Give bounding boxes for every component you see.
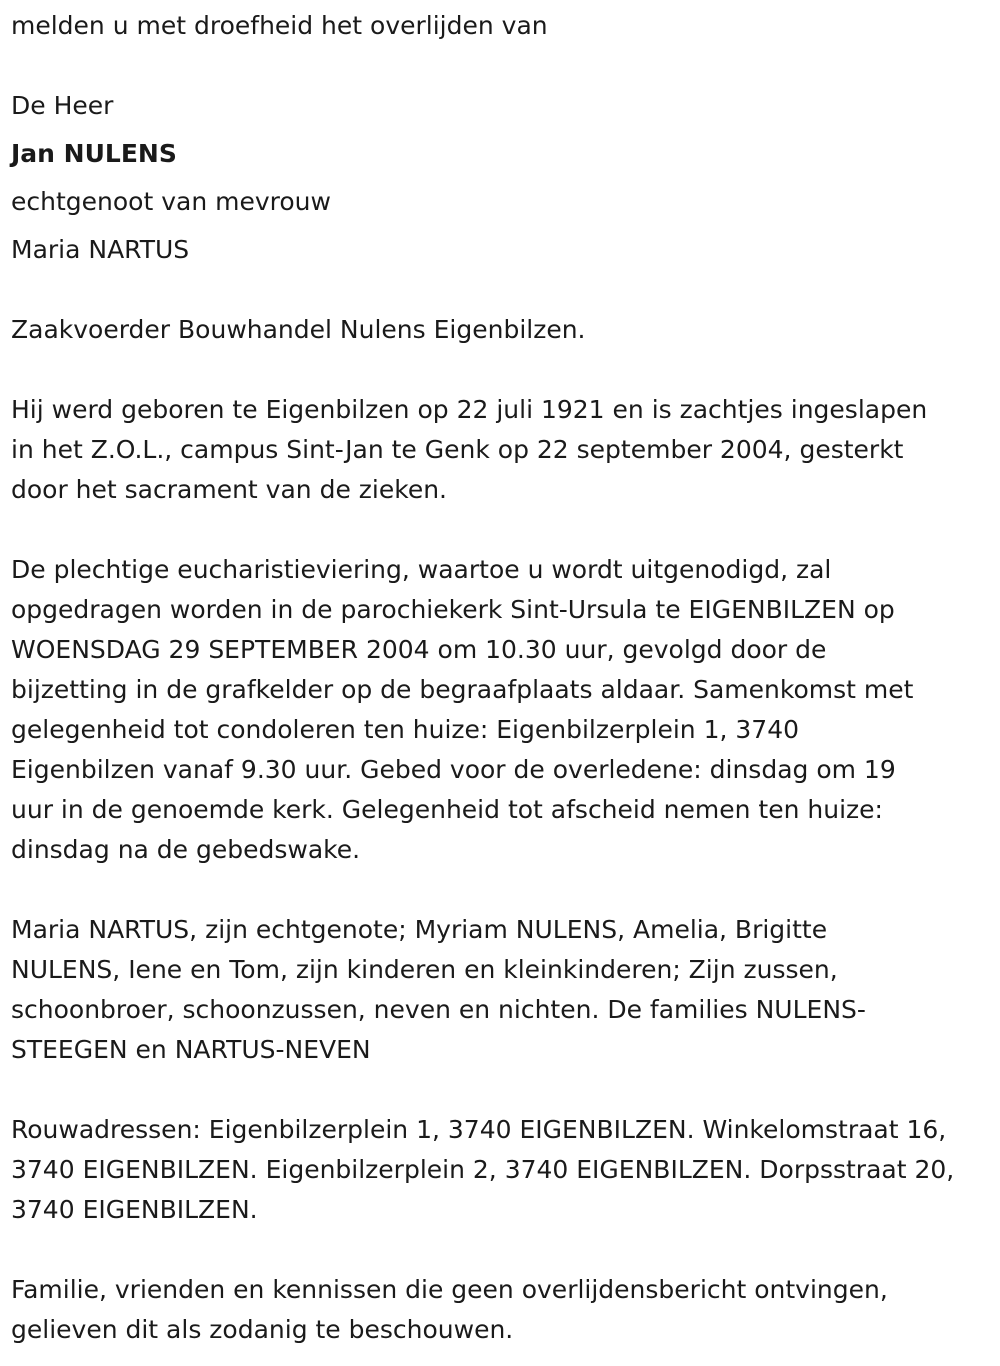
text-line: STEEGEN en NARTUS-NEVEN [11,1035,371,1064]
text-line: Maria NARTUS, zijn echtgenote; Myriam NULENS, Amelia, Brigitte [11,915,828,944]
text-line: dinsdag na de gebedswake. [11,835,361,864]
text-line: De plechtige eucharistieviering, waartoe u wordt uitgenodigd, zal [11,555,832,584]
text-line: uur in de genoemde kerk. Gelegenheid tot afscheid nemen ten huize: [11,795,883,824]
text-line: in het Z.O.L., campus Sint-Jan te Genk op 22 september 2004, gesterkt [11,435,904,464]
birth-death-paragraph [11,390,991,510]
addresses-paragraph [11,1110,991,1230]
text-line: Rouwadressen: Eigenbilzerplein 1, 3740 EIGENBILZEN. Winkelomstraat 16, [11,1115,947,1144]
text-line: door het sacrament van de zieken. [11,475,447,504]
text-line: 3740 EIGENBILZEN. Eigenbilzerplein 2, 3740 EIGENBILZEN. Dorpsstraat 20, [11,1155,955,1184]
text-line: gelieven dit als zodanig te beschouwen. [11,1315,514,1344]
family-paragraph [11,910,991,1070]
text-line: gelegenheid tot condoleren ten huize: Eigenbilzerplein 1, 3740 [11,715,800,744]
text-line: NULENS, Iene en Tom, zijn kinderen en kleinkinderen; Zijn zussen, [11,955,838,984]
obituary-notice [11,0,991,1350]
text-line: schoonbroer, schoonzussen, neven en nichten. De families NULENS- [11,995,866,1024]
intro-text: melden u met droefheid het overlijden van [11,11,548,40]
text-line: 3740 EIGENBILZEN. [11,1195,258,1224]
spouse-label: echtgenoot van mevrouw [11,187,331,216]
closing-paragraph [11,1270,991,1350]
text-line: opgedragen worden in de parochiekerk Sint-Ursula te EIGENBILZEN op [11,595,895,624]
text-line: Hij werd geboren te Eigenbilzen op 22 juli 1921 en is zachtjes ingeslapen [11,395,928,424]
text-line: Familie, vrienden en kennissen die geen overlijdensbericht ontvingen, [11,1275,888,1304]
spouse-name: Maria NARTUS [11,235,190,264]
ceremony-paragraph [11,550,991,870]
deceased-name: Jan NULENS [11,139,177,168]
text-line: WOENSDAG 29 SEPTEMBER 2004 om 10.30 uur, gevolgd door de [11,635,827,664]
text-line: Eigenbilzen vanaf 9.30 uur. Gebed voor de overledene: dinsdag om 19 [11,755,896,784]
honorific: De Heer [11,91,114,120]
occupation-text: Zaakvoerder Bouwhandel Nulens Eigenbilzen. [11,315,586,344]
text-line: bijzetting in de grafkelder op de begraafplaats aldaar. Samenkomst met [11,675,914,704]
